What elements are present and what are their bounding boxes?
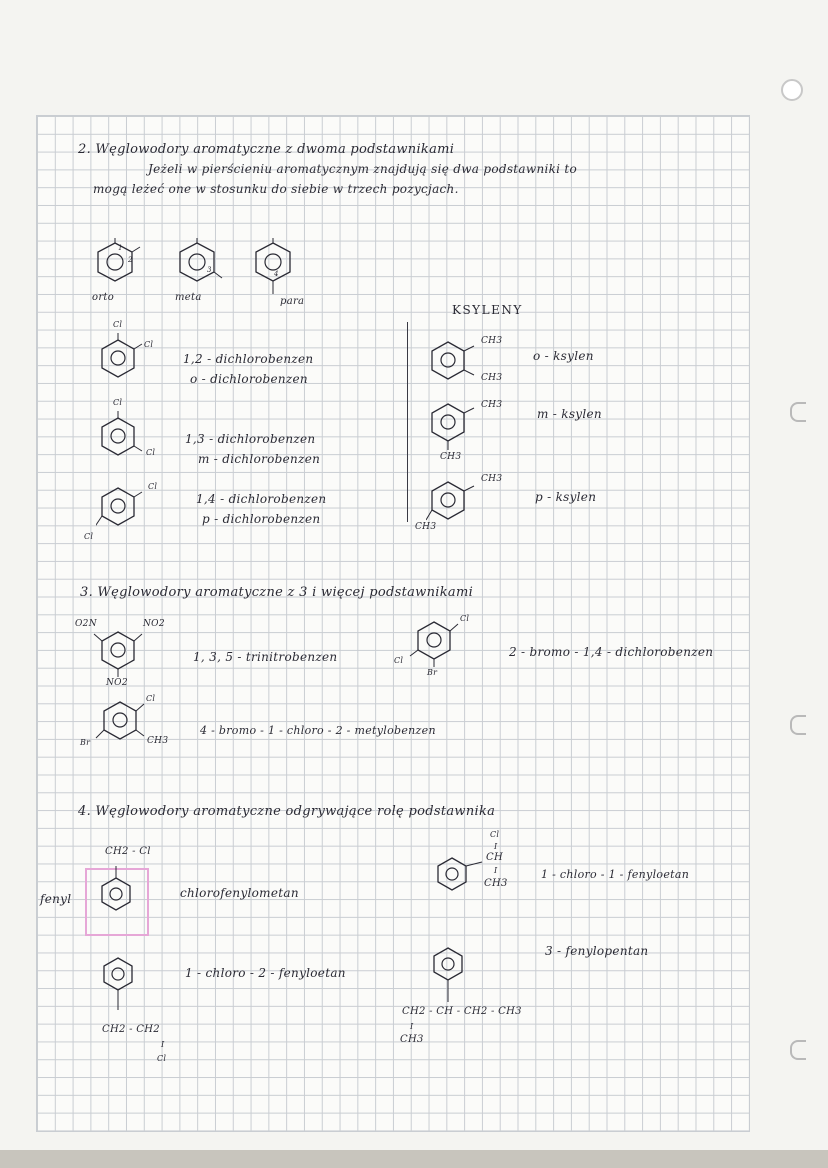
label-orto: orto xyxy=(92,292,115,303)
bromochloromethyl-cl: Cl xyxy=(146,694,156,703)
p-dichloro-iupac: 1,4 - dichlorobenzen xyxy=(196,492,327,506)
bromodichloro-cl-left: Cl xyxy=(394,656,404,665)
section-2-title: 2. Węglowodory aromatyczne z dwoma podstawnikami xyxy=(78,142,455,157)
chlorofenyloetan1-name: 1 - chloro - 1 - fenyloetan xyxy=(541,868,690,881)
bromodichloro-br: Br xyxy=(427,668,438,677)
section-4-title: 4. Węglowodory aromatyczne odgrywające rolę podstawnika xyxy=(78,804,496,819)
trinitrobenzen-structure xyxy=(92,622,152,682)
chlorofenyloetan1-bar-top: I xyxy=(494,842,498,851)
p-dichloro-common: p - dichlorobenzen xyxy=(202,512,321,526)
page-edge xyxy=(0,1150,828,1168)
m-ksylen-structure xyxy=(426,398,486,453)
chlorofenyloetan2-ch2ch2: CH2 - CH2 xyxy=(102,1024,160,1035)
chlorofenyloetan1-ch3: CH3 xyxy=(484,878,508,889)
fenylopentan-ch3: CH3 xyxy=(400,1034,424,1045)
m-dichloro-common: m - dichlorobenzen xyxy=(198,452,321,466)
bromodichloro-cl-top: Cl xyxy=(460,614,470,623)
trinitro-no2-top: NO2 xyxy=(143,619,165,629)
trinitro-o2n: O2N xyxy=(75,619,97,629)
o-dichloro-iupac: 1,2 - dichlorobenzen xyxy=(183,352,314,366)
o-ksylen-ch3-1: CH3 xyxy=(481,336,503,346)
ring-number-1: 1 xyxy=(118,244,123,252)
binder-ring xyxy=(790,1040,806,1060)
xylenes-heading: KSYLENY xyxy=(452,303,523,317)
ring-number-3: 3 xyxy=(207,266,212,274)
o-dichloro-cl2: Cl xyxy=(144,340,154,349)
fenylopentan-bar: I xyxy=(410,1022,414,1031)
ring-number-4: 4 xyxy=(274,270,279,278)
chlorofenyloetan2-name: 1 - chloro - 2 - fenyloetan xyxy=(185,966,346,980)
bromochloromethyl-structure xyxy=(92,692,154,752)
divider-line xyxy=(407,322,408,522)
label-para: para xyxy=(280,296,305,307)
punch-hole xyxy=(781,79,803,101)
chlorofenyloetan1-structure xyxy=(430,852,486,904)
p-dichlorobenzen-structure xyxy=(96,478,156,533)
section-2-line2: Jeżeli w pierścieniu aromatycznym znajdują się dwa podstawniki to xyxy=(148,162,578,176)
bromochloromethyl-name: 4 - bromo - 1 - chloro - 2 - metylobenzen xyxy=(200,724,436,737)
o-dichlorobenzen-structure xyxy=(96,330,156,385)
chlorofenylometan-name: chlorofenylometan xyxy=(180,886,299,900)
m-dichloro-cl1: Cl xyxy=(113,398,123,407)
p-ksylen-ch3-1: CH3 xyxy=(481,474,503,484)
p-ksylen-ch3-2: CH3 xyxy=(415,522,437,532)
m-ksylen-ch3-2: CH3 xyxy=(440,452,462,462)
m-ksylen-name: m - ksylen xyxy=(537,407,602,421)
meta-structure xyxy=(172,238,232,288)
trinitrobenzen-name: 1, 3, 5 - trinitrobenzen xyxy=(193,650,338,664)
fenyl-label: fenyl xyxy=(40,892,72,906)
trinitro-no2-bottom: NO2 xyxy=(106,678,128,688)
chlorofenyloetan1-bar-bottom: I xyxy=(494,866,498,875)
section-3-title: 3. Węglowodory aromatyczne z 3 i więcej podstawnikami xyxy=(80,585,474,600)
chlorofenylometan-structure xyxy=(92,860,144,928)
o-dichloro-cl1: Cl xyxy=(113,320,123,329)
o-ksylen-name: o - ksylen xyxy=(533,349,594,363)
p-dichloro-cl1: Cl xyxy=(148,482,158,491)
bromodichlorobenzen-structure xyxy=(408,612,468,674)
ring-number-2: 2 xyxy=(128,256,133,264)
o-ksylen-ch3-2: CH3 xyxy=(481,373,503,383)
section-2-line3: mogą leżeć one w stosunku do siebie w trzech pozycjach. xyxy=(93,182,459,196)
bromodichlorobenzen-name: 2 - bromo - 1,4 - dichlorobenzen xyxy=(509,645,714,659)
para-structure xyxy=(248,238,308,296)
chlorofenyloetan2-cl: Cl xyxy=(157,1054,167,1063)
p-dichloro-cl2: Cl xyxy=(84,532,94,541)
chlorofenyloetan1-ch: CH xyxy=(486,852,503,863)
fenylopentan-chain: CH2 - CH - CH2 - CH3 xyxy=(402,1006,522,1017)
fenylopentan-name: 3 - fenylopentan xyxy=(545,944,649,958)
m-dichloro-iupac: 1,3 - dichlorobenzen xyxy=(185,432,316,446)
m-dichloro-cl2: Cl xyxy=(146,448,156,457)
o-ksylen-structure xyxy=(426,336,486,386)
label-meta: meta xyxy=(175,292,202,303)
fenylopentan-structure xyxy=(424,940,476,1006)
m-ksylen-ch3-1: CH3 xyxy=(481,400,503,410)
p-ksylen-name: p - ksylen xyxy=(535,490,597,504)
chlorofenyloetan1-cl: Cl xyxy=(490,830,500,839)
o-dichloro-common: o - dichlorobenzen xyxy=(190,372,308,386)
binder-ring xyxy=(790,402,806,422)
chlorofenyloetan2-structure xyxy=(94,950,144,1020)
bromochloromethyl-br: Br xyxy=(80,738,91,747)
chlorofenylometan-ch2cl: CH2 - Cl xyxy=(105,846,151,857)
bromochloromethyl-ch3: CH3 xyxy=(147,736,169,746)
chlorofenyloetan2-bar: I xyxy=(161,1040,165,1049)
binder-ring xyxy=(790,715,806,735)
